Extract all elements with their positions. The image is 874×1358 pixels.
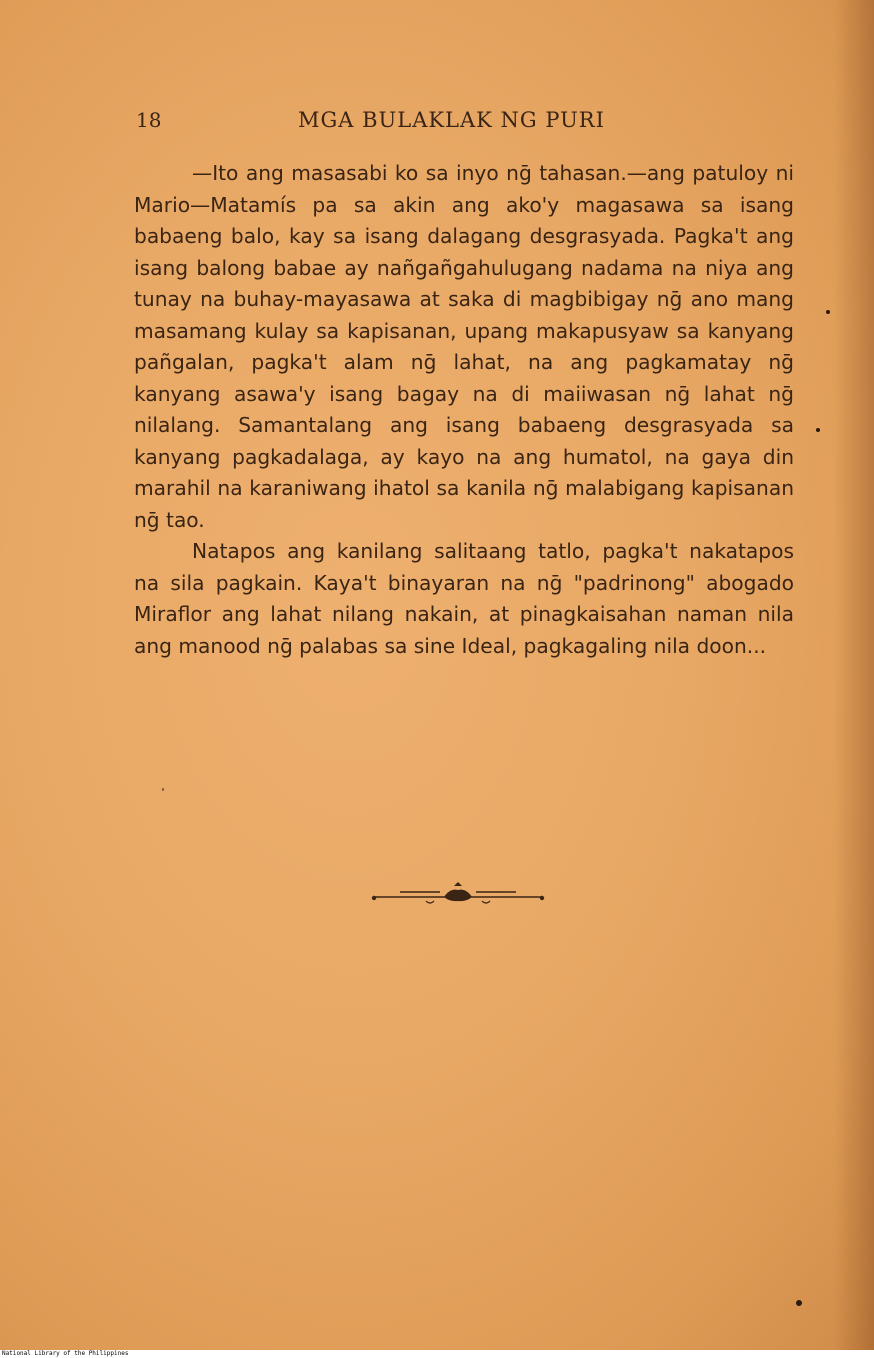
ink-speck: [816, 428, 820, 432]
ink-speck: [796, 1300, 802, 1306]
body-text: [134, 158, 794, 662]
running-title: MGA BULAKLAK NG PURI: [298, 108, 605, 132]
page-header: [136, 108, 786, 138]
paragraph-1: —Ito ang masasabi ko sa inyo nḡ tahasan.—ang patuloy ni Mario—Matamís pa sa akin ang ako'y magasawa sa isang babaeng balo, kay sa isang dalagang desgrasyada. Pagka't ang isang balong babae ay nañgañgahulugang nadama na niya ang tunay na buhay-mayasawa at saka di magbibigay nḡ ano mang masamang kulay sa kapisanan, upang makapusyaw sa kanyang pañgalan, pagka't alam nḡ lahat, na ang pagkamatay nḡ kanyang asawa'y isang bagay na di maiiwasan nḡ lahat nḡ nilalang. Samantalang ang isang babaeng desgrasyada sa kanyang pagkadalaga, ay kayo na ang humatol, na gaya din marahil na karaniwang ihatol sa kanila nḡ malabigang kapisanan nḡ tao.: [134, 161, 794, 532]
footer-credit: National Library of the Philippines: [0, 1350, 874, 1358]
ink-speck: [826, 310, 830, 314]
page-number: 18: [136, 108, 162, 132]
paragraph-2: Natapos ang kanilang salitaang tatlo, pagka't nakatapos na sila pagkain. Kaya't binayaran na nḡ "padrinong" abogado Miraflor ang lahat nilang nakain, at pinagkaisahan naman nila ang manood nḡ palabas sa sine Ideal, pagkagaling nila doon...: [134, 539, 794, 658]
ink-speck: [162, 788, 164, 791]
ornament-divider-icon: [370, 880, 546, 910]
